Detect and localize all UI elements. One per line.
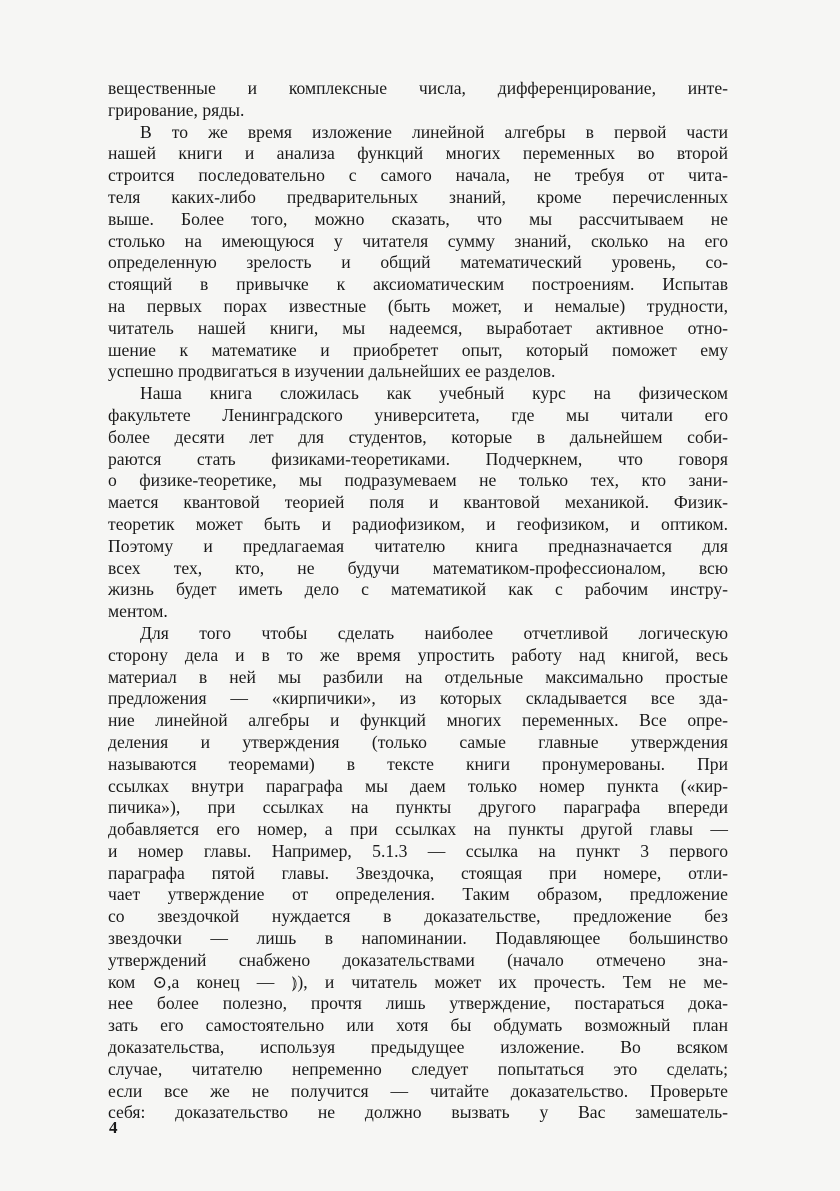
text-line: на первых порах известные (быть может, и немалые) трудности, xyxy=(108,295,728,316)
text-line: утверждений снабжено доказательствами (начало отмечено зна- xyxy=(108,949,728,970)
text-line: и номер главы. Например, 5.1.3 — ссылка на пункт 3 первого xyxy=(108,840,728,861)
text-line: Наша книга сложилась как учебный курс на физическом xyxy=(140,383,728,404)
text-line: называются теоремами) в тексте книги пронумерованы. При xyxy=(108,753,728,774)
text-line: нашей книги и анализа функций многих переменных во второй xyxy=(108,143,728,164)
text-line: материал в ней мы разбили на отдельные максимально простые xyxy=(108,666,728,687)
page-number: 4 xyxy=(109,1118,118,1137)
body-text xyxy=(108,78,728,1124)
text-line: выше. Более того, можно сказать, что мы рассчитываем не xyxy=(108,208,728,229)
text-line: о физике-теоретике, мы подразумеваем не только тех, кто зани- xyxy=(108,470,728,491)
text-line: более десяти лет для студентов, которые в дальнейшем соби- xyxy=(108,426,728,447)
text-line: столько на имеющуюся у читателя сумму знаний, сколько на его xyxy=(108,230,728,251)
text-line: нее более полезно, прочтя лишь утверждение, постараться дока- xyxy=(108,993,728,1014)
text-line: деления и утверждения (только самые главные утверждения xyxy=(108,731,728,752)
text-line: Поэтому и предлагаемая читателю книга предназначается для xyxy=(108,535,728,556)
text-line: ментом. xyxy=(108,601,168,622)
text-line: ние линейной алгебры и функций многих переменных. Все опре- xyxy=(108,710,728,731)
text-line: всех тех, кто, не будучи математиком-профессионалом, всю xyxy=(108,557,728,578)
text-line: параграфа пятой главы. Звездочка, стоящая при номере, отли- xyxy=(108,862,728,883)
text-line: ссылках внутри параграфа мы даем только номер пункта («кир- xyxy=(108,775,728,796)
text-line: случае, читателю непременно следует попытаться это сделать; xyxy=(108,1058,728,1079)
text-line: стоящий в привычке к аксиоматическим построениям. Испытав xyxy=(108,274,728,295)
text-line: жизнь будет иметь дело с математикой как с рабочим инстру- xyxy=(108,579,728,600)
text-line: вещественные и комплексные числа, дифференцирование, инте- xyxy=(108,78,728,98)
text-line: теля каких-либо предварительных знаний, кроме перечисленных xyxy=(108,186,728,207)
text-line: если все же не получится — читайте доказательство. Проверьте xyxy=(108,1080,728,1101)
text-line: строится последовательно с самого начала, не требуя от чита- xyxy=(108,165,728,186)
text-line: предложения — «кирпичики», из которых складывается все зда- xyxy=(108,688,728,709)
text-line: зать его самостоятельно или хотя бы обдумать возможный план xyxy=(108,1015,728,1036)
text-line: доказательства, используя предыдущее изложение. Во всяком xyxy=(108,1037,728,1058)
text-line: со звездочкой нуждается в доказательстве, предложение без xyxy=(108,906,728,927)
text-line: раются стать физиками-теоретиками. Подчеркнем, что говоря xyxy=(108,448,728,469)
text-line: теоретик может быть и радиофизиком, и геофизиком, и оптиком. xyxy=(108,513,728,534)
text-line: успешно продвигаться в изучении дальнейших ее разделов. xyxy=(108,361,556,382)
text-line: себя: доказательство не должно вызвать у Вас замешатель- xyxy=(108,1102,728,1123)
text-line: факультете Ленинградского университета, где мы читали его xyxy=(108,404,728,425)
text-line: шение к математике и приобретет опыт, который поможет ему xyxy=(108,339,728,360)
text-line: читатель нашей книги, мы надеемся, выработает активное отно- xyxy=(108,317,728,338)
text-line: Для того чтобы сделать наиболее отчетливой логическую xyxy=(140,622,728,643)
text-line: чает утверждение от определения. Таким образом, предложение xyxy=(108,884,728,905)
text-line: ком ⊙,а конец — ⦆), и читатель может их прочесть. Тем не ме- xyxy=(108,971,728,992)
text-line: грирование, ряды. xyxy=(108,99,245,120)
text-line: добавляется его номер, а при ссылках на пункты другой главы — xyxy=(108,819,728,840)
text-line: мается квантовой теорией поля и квантовой механикой. Физик- xyxy=(108,492,728,513)
text-line: пичика»), при ссылках на пункты другого параграфа впереди xyxy=(108,797,728,818)
text-line: В то же время изложение линейной алгебры в первой части xyxy=(140,121,728,142)
text-line: звездочки — лишь в напоминании. Подавляющее большинство xyxy=(108,928,728,949)
text-line: определенную зрелость и общий математический уровень, со- xyxy=(108,252,728,273)
text-line: сторону дела и в то же время упростить работу над книгой, весь xyxy=(108,644,728,665)
